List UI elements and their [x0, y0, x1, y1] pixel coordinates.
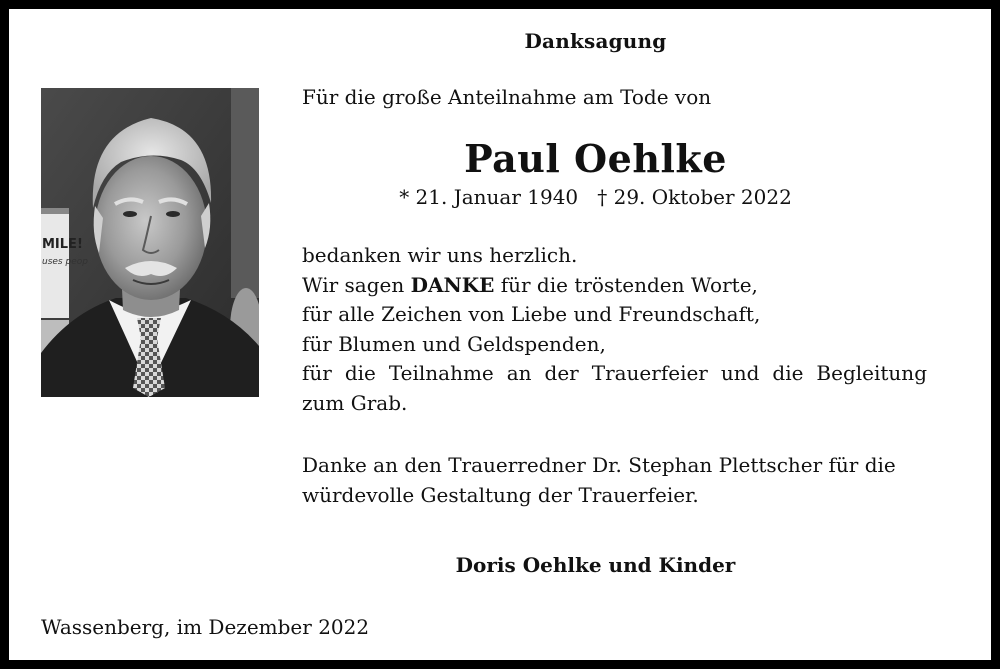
gratitude-line-prefix: Wir sagen	[302, 272, 411, 297]
gratitude-line	[302, 271, 927, 301]
gratitude-text	[302, 241, 927, 418]
speaker-thanks	[302, 451, 927, 510]
gratitude-line: für alle Zeichen von Liebe und Freundschaft,	[302, 302, 761, 326]
portrait-photo	[41, 88, 259, 397]
gratitude-line: bedanken wir uns herzlich.	[302, 243, 578, 267]
gratitude-line: für die Teilnahme an der Trauerfeier und die Begleitung	[302, 361, 927, 385]
signature: Doris Oehlke und Kinder	[455, 553, 736, 577]
death-date: † 29. Oktober 2022	[597, 185, 792, 209]
gratitude-line: für Blumen und Geldspenden,	[302, 331, 606, 356]
speaker-thanks-line: würdevolle Gestaltung der Trauerfeier.	[302, 482, 699, 507]
danke-emphasis: DANKE	[410, 272, 495, 297]
obituary-card	[9, 9, 991, 660]
heading-text: Danksagung	[524, 29, 667, 53]
poster-text-2: uses peop	[42, 257, 88, 267]
portrait-photo-drawing	[41, 88, 259, 397]
deceased-name: Paul Oehlke	[464, 136, 727, 181]
birth-date: * 21. Januar 1940	[399, 185, 579, 209]
place-date: Wassenberg, im Dezember 2022	[41, 615, 370, 639]
life-dates	[299, 185, 892, 209]
gratitude-line: zum Grab.	[302, 390, 408, 415]
poster-text-1: MILE!	[42, 237, 83, 252]
speaker-thanks-line: Danke an den Trauerredner Dr. Stephan Plettscher für die	[302, 453, 896, 477]
gratitude-line-suffix: für die tröstenden Worte,	[494, 272, 758, 297]
heading	[299, 29, 892, 53]
intro-line: Für die große Anteilnahme am Tode von	[302, 85, 712, 109]
